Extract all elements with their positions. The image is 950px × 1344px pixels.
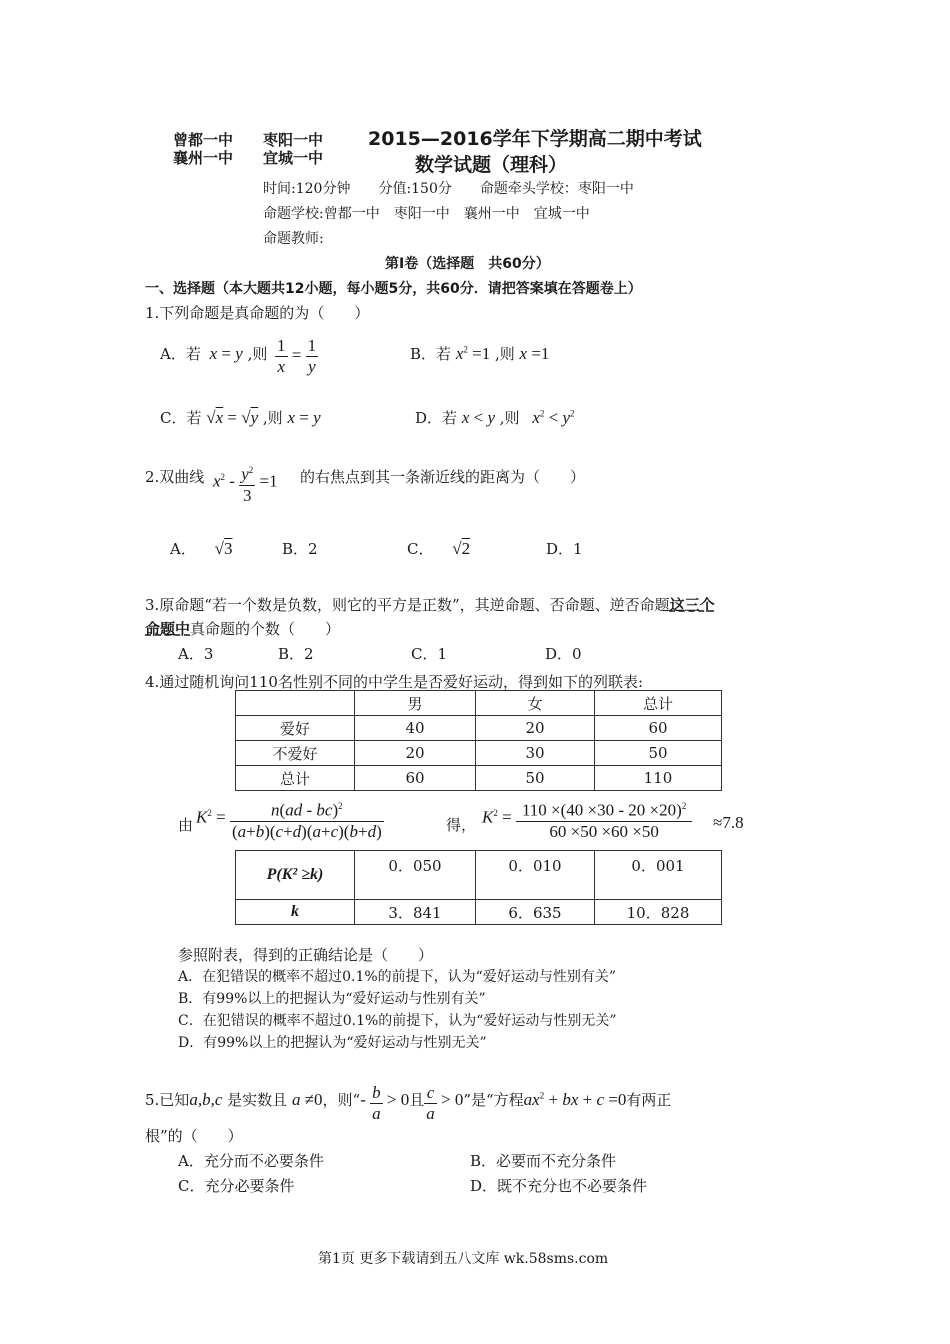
q2-option-d: D．1 [546,540,583,558]
table-row [236,741,722,766]
table-cell: 20 [355,741,476,766]
school-name: 枣阳一中 [263,131,324,149]
table-cell: 60 [355,766,476,791]
option-then: ,则 [247,345,268,363]
table-cell: 20 [476,716,595,741]
q5-option-c: C．充分必要条件 [178,1177,295,1195]
option-label: C． [407,540,434,558]
option-label: C．若 [160,409,202,427]
table-cell: 不爱好 [236,741,355,766]
q1-option-c: C．若 √x = √y ,则 x = y [160,408,321,427]
q5-text: ，则“ [322,1091,361,1109]
q5-text: 有两正 [626,1091,672,1109]
q5-text: 是实数且 [227,1091,288,1109]
exam-subtitle: 数学试题（理科） [415,154,568,176]
q2-option-c: C． √2 [407,539,471,558]
table-cell: 60 [595,716,722,741]
part-title: 一、选择题（本大题共12小题，每小题5分，共60分．请把答案填在答题卷上） [145,281,642,297]
exam-info: 时间:120分钟 分值:150分 命题牵头学校：枣阳一中 [263,181,634,197]
option-then: ,则 [494,345,515,363]
exam-teacher: 命题教师: [263,231,324,247]
table-cell: 0．050 [355,851,476,900]
table-cell: 0．001 [595,851,722,900]
q1-option-a: A．若 x = y ,则 [160,344,268,363]
option-then: ,则 [262,409,283,427]
q3-line1 [145,594,715,615]
school-name: 曾都一中 [173,131,234,149]
formula-prefix: 由 [178,816,194,834]
reference-table [235,850,722,925]
contingency-table [235,690,722,791]
q4-option-b: B．有99%以上的把握认为“爱好运动与性别有关” [178,991,486,1007]
table-row [236,716,722,741]
q3-text: 真命题的个数（ ） [190,620,341,638]
q2-equation: $x^2$ - $\frac{y^2}{3}$ =1 [213,460,278,506]
option-label: A． [170,540,196,558]
q1a-fraction: $\frac{1}{x}$ = $\frac{1}{y}$ [277,336,317,376]
q5-text: 且 [409,1091,425,1109]
table-cell: 3．841 [355,900,476,925]
table-cell: 总计 [595,691,722,716]
q2-option-b: B．2 [282,540,318,558]
q3-text: 3.原命题“若一个数是负数，则它的平方是正数”，其逆命题、否命题、逆否命题 [145,596,670,614]
q4-stem: 4.通过随机询问110名性别不同的中学生是否爱好运动，得到如下的列联表: [145,673,643,691]
option-label: A．若 [160,345,201,363]
table-row [236,851,722,900]
q5-text: ”是“方程 [463,1091,524,1109]
q5-stem: 5.已知a,b,c 是实数且 a ≠0，则“- $\frac{b}{a}$ > 0且 $\frac{c}{a}$ > 0”是“方程$ax^2$ + bx + c =0有两正 [145,1083,672,1123]
section-title: 第Ⅰ卷（选择题 共60分） [385,256,550,272]
table-cell: 110 [595,766,722,791]
option-label: D．若 [415,409,458,427]
q4-option-c: C．在犯错误的概率不超过0.1%的前提下，认为“爱好运动与性别无关” [178,1013,617,1029]
table-cell [236,691,355,716]
q3-emphasis: 命题中 [145,620,191,638]
table-cell: 男 [355,691,476,716]
table-row [236,691,722,716]
school-name: 宜城一中 [263,149,324,167]
k2-value-formula: $K^2$ = $\frac{110 \times(40 \times 30 - 20 \times 20)^2}{60 \times 50 \times 60 \times 50}$ [482,796,692,842]
q5-stem-cont: 根”的（ ） [145,1127,243,1145]
q4-prompt: 参照附表，得到的正确结论是（ ） [178,946,434,964]
table-cell: k [236,900,355,925]
table-cell: 爱好 [236,716,355,741]
q5-option-b: B．必要而不充分条件 [470,1152,617,1170]
q4-option-a: A．在犯错误的概率不超过0.1%的前提下，认为“爱好运动与性别有关” [178,969,616,985]
table-cell: P(K² ≥k) [236,851,355,900]
table-cell: 女 [476,691,595,716]
q1-option-b: B．若 $x^2 =1$ ,则 x =1 [410,344,550,363]
exam-title: 2015—2016学年下学期高二期中考试 [368,128,702,150]
formula-mid: 得， [446,816,477,834]
q5-option-d: D．既不充分也不必要条件 [470,1177,648,1195]
q1-option-d: D．若 x < y ,则 $x^2 < y^2$ [415,408,575,427]
q3-option-d: D．0 [545,645,582,663]
table-cell: 10．828 [595,900,722,925]
table-cell: 0．010 [476,851,595,900]
q5-option-a: A．充分而不必要条件 [178,1152,324,1170]
table-cell: 总计 [236,766,355,791]
school-name: 襄州一中 [173,149,234,167]
exam-schools: 命题学校:曾都一中 枣阳一中 襄州一中 宜城一中 [263,206,590,222]
k2-formula: $K^2$ = $\frac{n(ad - bc)^2}{(a+b)(c+d)(a+c)(b+d)}$ [196,796,384,842]
table-cell: 40 [355,716,476,741]
table-cell: 50 [595,741,722,766]
option-then: ,则 [499,409,520,427]
table-row [236,900,722,925]
option-label: B．若 [410,345,452,363]
q4-option-d: D．有99%以上的把握认为“爱好运动与性别无关” [178,1035,487,1051]
q3-line2 [145,618,340,639]
k2-result: ≈7.8 [713,813,744,832]
table-row [236,766,722,791]
q3-option-b: B．2 [278,645,314,663]
q3-option-c: C．1 [411,645,448,663]
q3-option-a: A．3 [178,645,214,663]
page-footer: 第1页 更多下载请到五八文库 wk.58sms.com [318,1251,609,1267]
table-cell: 30 [476,741,595,766]
table-cell: 50 [476,766,595,791]
q5-text: 5.已知 [145,1091,190,1109]
q1-stem: 1.下列命题是真命题的为（ ） [145,304,370,322]
q2-stem-post: 的右焦点到其一条渐近线的距离为（ ） [300,468,586,486]
q2-option-a: A． √3 [170,539,233,558]
q3-emphasis: 这三个 [669,596,715,614]
q2-stem-pre: 2.双曲线 [145,468,205,486]
table-cell: 6．635 [476,900,595,925]
